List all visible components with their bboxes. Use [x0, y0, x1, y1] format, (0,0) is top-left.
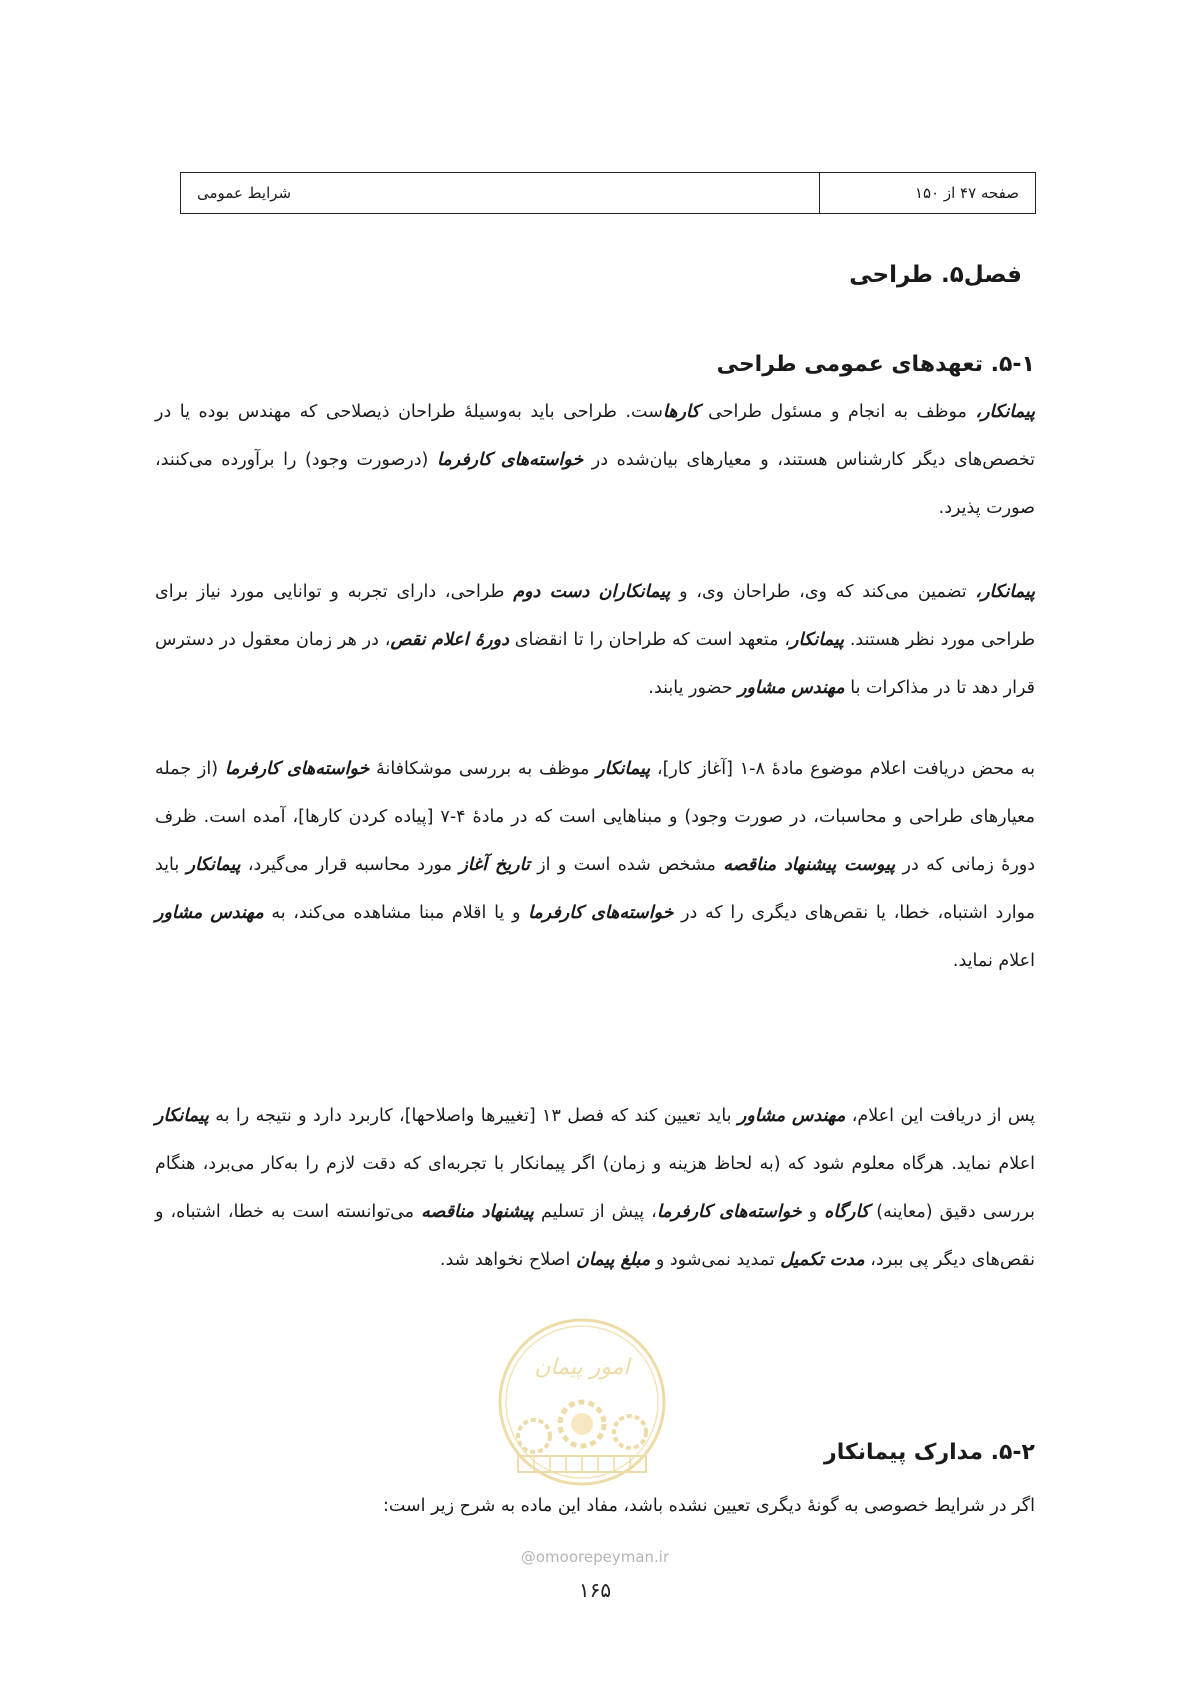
watermark-logo-icon [496, 1316, 668, 1488]
term: خواسته‌های کارفرما [656, 1202, 802, 1222]
term: مدت تکمیل [780, 1250, 865, 1270]
text: می‌توانسته است به خطا، اشتباه، و نقص‌های دیگر پی ببرد، [155, 1202, 1035, 1270]
term: کارگاه [824, 1202, 870, 1222]
section-1-paragraph-3 [155, 745, 1035, 985]
text: مورد محاسبه قرار می‌گیرد، [240, 855, 460, 875]
term: پیمانکاران دست دوم [513, 582, 671, 602]
watermark-url: @omoorepeyman.ir [520, 1548, 670, 1566]
text: مشخص شده است و از [529, 855, 724, 875]
text: (از جمله معیارهای طراحی و محاسبات، در صورت وجود) و مبناهایی است که در مادهٔ ۴-۷ [پیاده کردن کارها]، آمده است. ظرف دورهٔ زمانی که در [155, 759, 1036, 875]
text: به محض دریافت اعلام موضوع مادهٔ ۸-۱ [آغاز کار]، [650, 759, 1035, 779]
term: مهندس مشاور [737, 1106, 846, 1126]
section-1-paragraph-4 [155, 1092, 1035, 1284]
page-number: ۱۶۵ [578, 1578, 612, 1602]
text: اصلاح نخواهد شد. [439, 1250, 576, 1270]
text: حضور یابند. [648, 678, 739, 698]
text: ، در هر زمان معقول در دسترس قرار دهد تا در مذاکرات با [155, 630, 1035, 698]
text: ، پیش از تسلیم [533, 1202, 657, 1222]
term: کارها [662, 402, 700, 422]
term: تاریخ آغاز [459, 855, 530, 875]
term: مهندس مشاور [155, 903, 264, 923]
text: باید تعیین کند که فصل ۱۳ [تغییرها واصلاحها]، کاربرد دارد و نتیجه را به [208, 1106, 738, 1126]
term: خواسته‌های کارفرما [528, 903, 674, 923]
term: دورهٔ اعلام نقص [390, 630, 509, 650]
header-section-label: شرایط عمومی [197, 184, 292, 202]
chapter-title: فصل۵. طراحی [849, 262, 1022, 288]
term: پیمانکار، [975, 582, 1035, 602]
text: اعلام نماید. هرگاه معلوم شود که (به لحاظ هزینه و زمان) اگر پیمانکار با تجربه‌ای که دقت لازم را به‌کار می‌برد، هنگام بررسی دقیق (معاینه) [155, 1154, 1035, 1222]
section-1-paragraph-2 [155, 568, 1035, 712]
text: باید موارد اشتباه، خطا، یا نقص‌های دیگری را که در [155, 855, 1035, 923]
text: ، متعهد است که طراحان را تا انقضای [508, 630, 791, 650]
header-section [181, 173, 819, 213]
text: و یا اقلام مبنا مشاهده می‌کند، به [263, 903, 529, 923]
text: ست. طراحی باید به‌وسیلهٔ طراحان ذیصلاحی که مهندس بوده یا در تخصص‌های دیگر کارشناس هستند، و معیارهای بیان‌شده در [155, 402, 1035, 470]
text: تمدید نمی‌شود و [650, 1250, 781, 1270]
term: پیمانکار [596, 759, 651, 779]
text: طراحی، دارای تجربه و توانایی مورد نیاز برای طراحی مورد نظر هستند. [155, 582, 1036, 650]
text: پس از دریافت این اعلام، [845, 1106, 1036, 1126]
text: موظف به انجام و مسئول طراحی [699, 402, 976, 422]
term: خواسته‌های کارفرما [224, 759, 370, 779]
text: تضمین می‌کند که وی، طراحان وی، و [670, 582, 976, 602]
term: خواسته‌های کارفرما [436, 450, 584, 470]
text: اعلام نماید. [952, 951, 1035, 971]
term: پیوست پیشنهاد مناقصه [723, 855, 896, 875]
term: پیمانکار [790, 630, 844, 650]
section-2-paragraph-1: اگر در شرایط خصوصی به گونهٔ دیگری تعیین نشده باشد، مفاد این ماده به شرح زیر است: [382, 1496, 1035, 1516]
watermark-logo-text: امور پیمان [534, 1355, 630, 1380]
section-2-title: ۵-۲. مدارک پیمانکار [824, 1440, 1035, 1465]
term: مهندس مشاور [738, 678, 845, 698]
text: (درصورت وجود) را برآورده می‌کنند، صورت پذیرد. [155, 450, 1035, 518]
term: پیمانکار [155, 1106, 209, 1126]
section-1-title: ۵-۱. تعهدهای عمومی طراحی [716, 352, 1035, 377]
term: پیمانکار، [975, 402, 1036, 422]
term: پیمانکار [186, 855, 241, 875]
header-page-count [819, 173, 1035, 213]
text: و [801, 1202, 825, 1222]
page-header [180, 172, 1036, 214]
term: پیشنهاد مناقصه [421, 1202, 534, 1222]
section-1-paragraph-1 [155, 388, 1035, 532]
text: موظف به بررسی موشکافانهٔ [369, 759, 597, 779]
header-page-label: صفحه ۴۷ از ۱۵۰ [914, 184, 1019, 202]
term: مبلغ پیمان [575, 1250, 651, 1270]
